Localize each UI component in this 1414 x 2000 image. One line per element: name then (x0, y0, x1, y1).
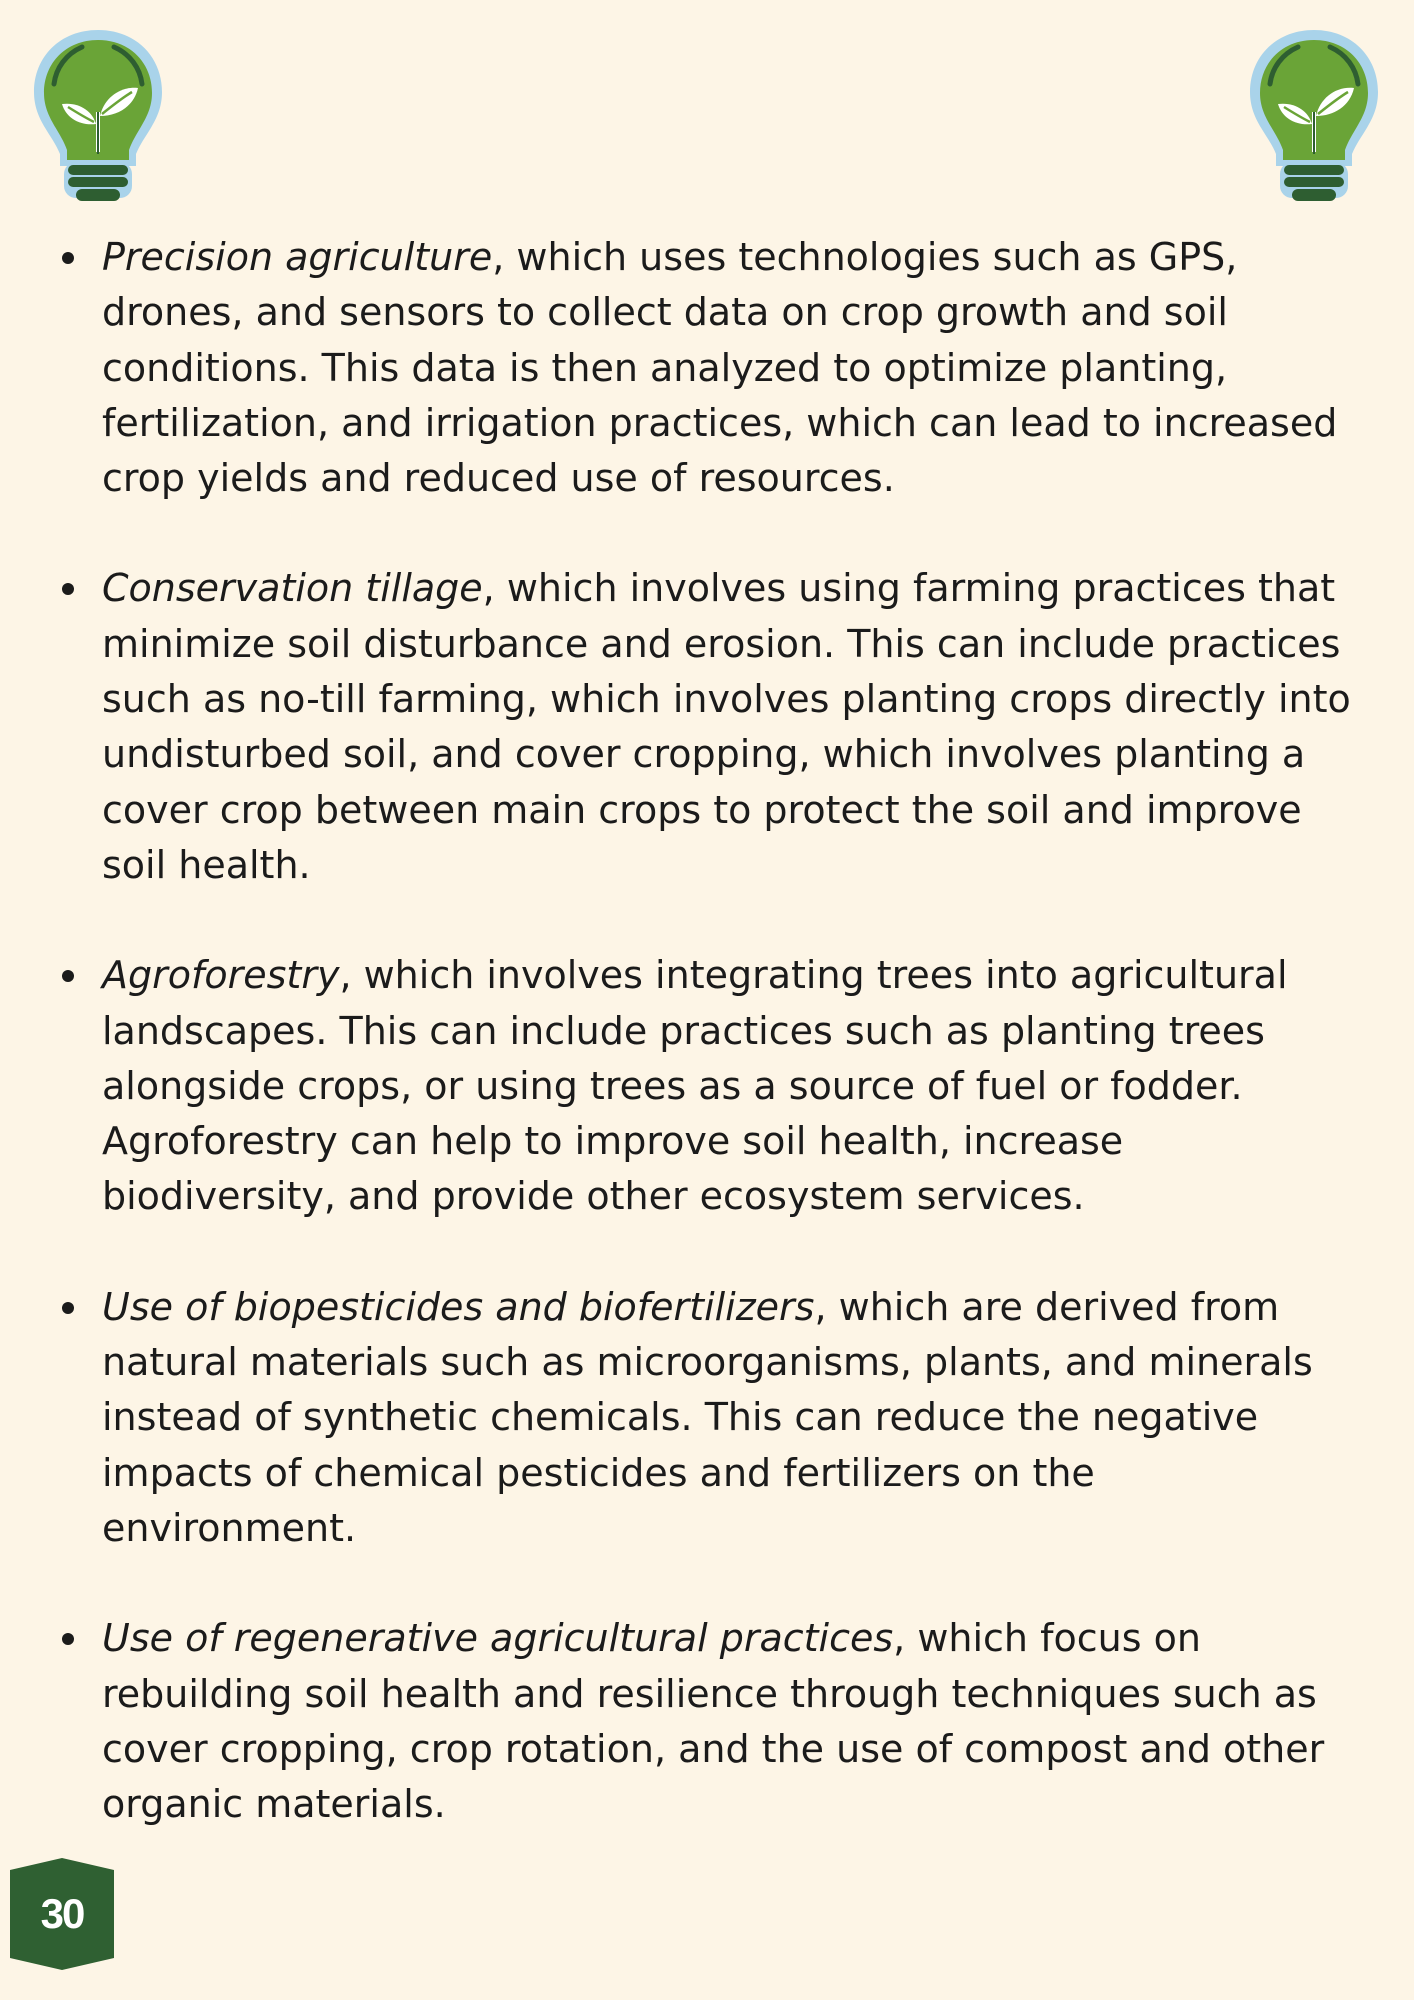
practice-description: , which are derived from natural materials such as microorganisms, plants, and minerals instead of synthetic chemicals. This can reduce the negative impacts of chemical pesticides and fertilizers on the environment. (102, 1284, 1313, 1550)
page-number: 30 (40, 1890, 84, 1937)
practices-list (56, 230, 1356, 1832)
list-item-agroforestry (56, 948, 1356, 1224)
practice-description: , which involves integrating trees into agricultural landscapes. This can include practices such as planting trees alongside crops, or using trees as a source of fuel or fodder. Agroforestry can help to improve soil health, increase biodiversity, and provide other ecosystem services. (102, 953, 1288, 1219)
practice-description: , which involves using farming practices that minimize soil disturbance and erosion. This can include practices such as no-till farming, which involves planting crops directly into undisturbed soil, and cover cropping, which involves planting a cover crop between main crops to protect the soil and improve soil health. (102, 566, 1351, 887)
page-number-badge (10, 1858, 114, 1970)
practices-section (56, 230, 1356, 1887)
practice-description: , which uses technologies such as GPS, drones, and sensors to collect data on crop growth and soil conditions. This data is then analyzed to optimize planting, fertilization, and irrigation practices, which can lead to increased crop yields and reduced use of resources. (102, 235, 1338, 501)
practice-description: , which focus on rebuilding soil health and resilience through techniques such as cover cropping, crop rotation, and the use of compost and other organic materials. (102, 1616, 1325, 1827)
list-item-regenerative-practices (56, 1611, 1356, 1832)
lightbulb-sprout-icon (28, 26, 168, 212)
list-item-conservation-tillage (56, 561, 1356, 893)
practice-term: Use of regenerative agricultural practices (102, 1616, 894, 1661)
practice-term: Agroforestry (102, 953, 340, 998)
practice-term: Precision agriculture (102, 235, 493, 279)
practice-term: Use of biopesticides and biofertilizers (102, 1284, 815, 1329)
lightbulb-sprout-icon (1244, 26, 1384, 212)
list-item-precision-agriculture (56, 230, 1356, 506)
list-item-biopesticides-biofertilizers (56, 1280, 1356, 1556)
practice-term: Conservation tillage (102, 566, 483, 611)
